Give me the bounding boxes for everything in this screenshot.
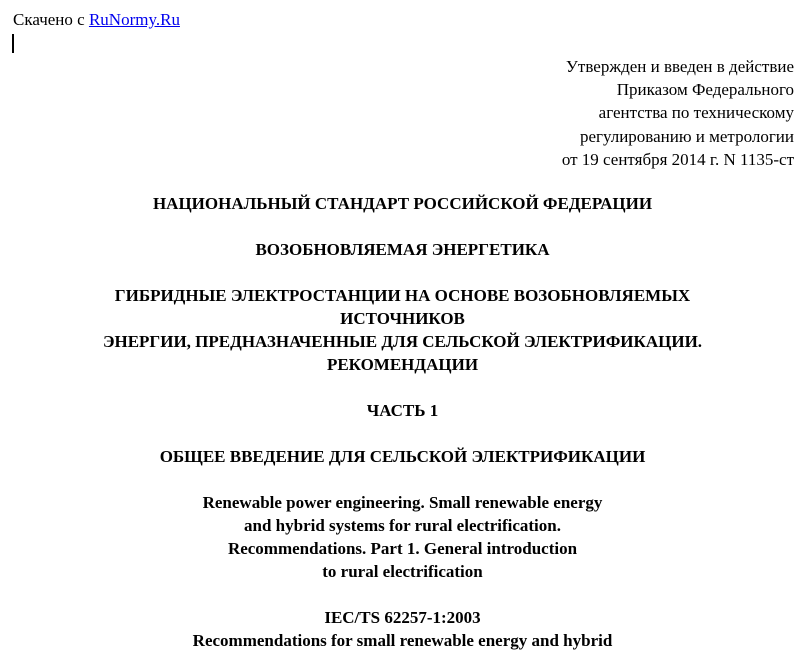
general-intro-text: ОБЩЕЕ ВВЕДЕНИЕ ДЛЯ СЕЛЬСКОЙ ЭЛЕКТРИФИКАЦИИ [159,447,646,466]
hybrid-title-line: РЕКОМЕНДАЦИИ [326,355,479,374]
approval-line: от 19 сентября 2014 г. N 1135-ст [561,149,794,169]
source-prefix: Скачено с [13,10,89,29]
iec-block [0,606,799,652]
english-title-line: to rural electrification [322,562,483,581]
approval-line: Утвержден и введен в действие [565,57,794,76]
english-title-line: Recommendations. Part 1. General introduction [227,539,578,558]
approval-line: агентства по техническому [598,103,794,123]
renewable-energy-text: ВОЗОБНОВЛЯЕМАЯ ЭНЕРГЕТИКА [255,240,550,259]
hybrid-title-line: ИСТОЧНИКОВ [340,309,465,328]
approval-block [562,55,794,171]
hybrid-title-line: ГИБРИДНЫЕ ЭЛЕКТРОСТАНЦИИ НА ОСНОВЕ ВОЗОБНОВЛЯЕМЫХ [114,286,691,305]
approval-line: Приказом Федерального [616,80,794,100]
national-standard-heading [0,192,799,215]
hybrid-title-line: ЭНЕРГИИ, ПРЕДНАЗНАЧЕННЫЕ ДЛЯ СЕЛЬСКОЙ ЭЛЕКТРИФИКАЦИИ. [102,332,703,351]
english-title-line: and hybrid systems for rural electrification. [244,516,561,535]
english-title-block [0,491,799,583]
national-standard-text: НАЦИОНАЛЬНЫЙ СТАНДАРТ РОССИЙСКОЙ ФЕДЕРАЦИИ [152,194,653,213]
approval-line: регулированию и метрологии [579,126,794,146]
iec-code: IEC/TS 62257-1:2003 [324,608,481,627]
general-intro-heading [0,445,799,468]
part-heading [0,399,799,422]
source-link[interactable]: RuNormy.Ru [88,10,180,29]
english-title-line: Renewable power engineering. Small renewable energy [202,493,603,512]
hybrid-stations-heading [0,284,799,376]
part-text: ЧАСТЬ 1 [366,401,439,420]
source-line [13,9,180,31]
text-cursor [12,34,14,53]
iec-title-line: Recommendations for small renewable energy and hybrid [192,631,613,650]
renewable-energy-heading [0,238,799,261]
